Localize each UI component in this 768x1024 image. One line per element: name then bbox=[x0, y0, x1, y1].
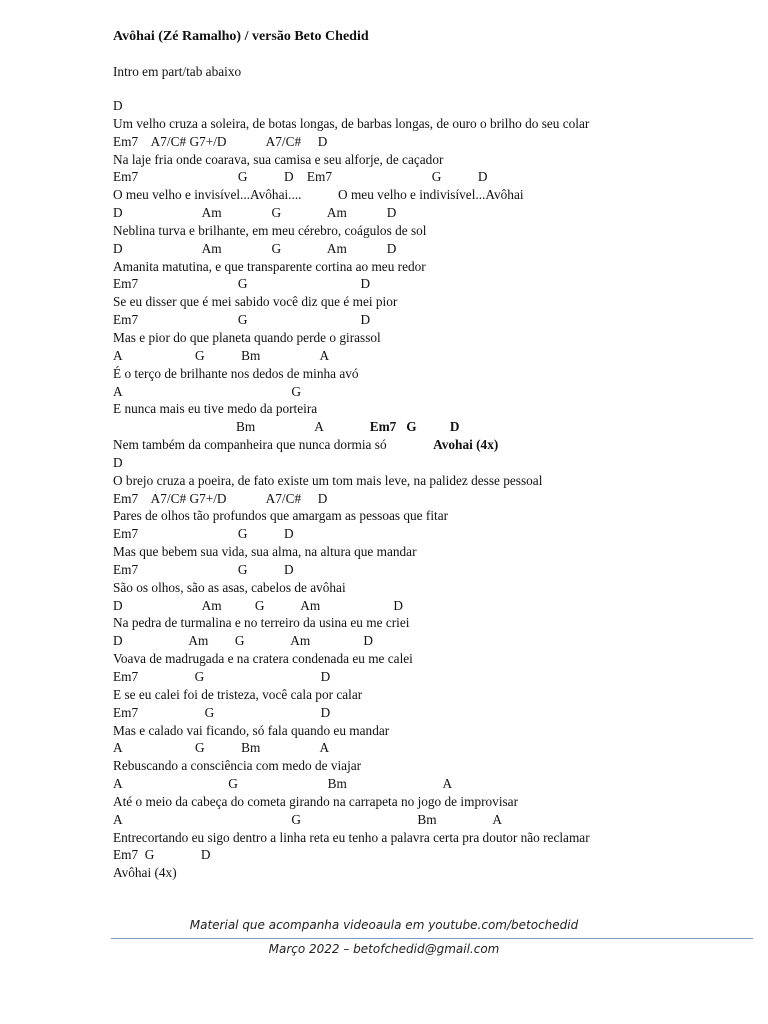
chord-text: A G Bm A bbox=[113, 776, 453, 792]
chord-text: A G bbox=[113, 383, 302, 399]
chord-text: Em7 A7/C# G7+/D A7/C# D bbox=[113, 490, 328, 506]
chord-line bbox=[113, 704, 733, 722]
lyric-line bbox=[113, 151, 733, 169]
lyric-text: É o terço de brilhante nos dedos de minha avó bbox=[113, 365, 359, 381]
lyric-line bbox=[113, 436, 733, 454]
lyric-text: Neblina turva e brilhante, em meu cérebro, coágulos de sol bbox=[113, 222, 427, 238]
lyric-line bbox=[113, 793, 733, 811]
lyric-line bbox=[113, 258, 733, 276]
lyric-line bbox=[113, 365, 733, 383]
chord-text: Em7 G D bbox=[113, 526, 294, 542]
footer-video-note: Material que acompanha videoaula em youtube.com/betochedid bbox=[189, 918, 579, 932]
chord-text: D bbox=[113, 454, 123, 470]
chord-line bbox=[113, 133, 733, 151]
chord-line bbox=[113, 632, 733, 650]
chord-text: Em7 G D Em7 G D bbox=[113, 169, 488, 185]
chord-line bbox=[113, 383, 733, 401]
chord-text: Em7 G D bbox=[113, 847, 211, 863]
chord-text: D Am G Am D bbox=[113, 205, 397, 221]
lyric-text: E se eu calei foi de tristeza, você cala por calar bbox=[113, 686, 363, 702]
lyric-text: Nem também da companheira que nunca dormia só bbox=[113, 437, 434, 453]
lyric-text: Pares de olhos tão profundos que amargam as pessoas que fitar bbox=[113, 508, 449, 524]
chord-text: Bm A bbox=[113, 419, 370, 435]
lyric-line bbox=[113, 829, 733, 847]
lyric-text: Na laje fria onde coarava, sua camisa e seu alforje, de caçador bbox=[113, 151, 444, 167]
chord-text: Em7 G D bbox=[113, 669, 331, 684]
lyric-text: Voava de madrugada e na cratera condenada eu me calei bbox=[113, 651, 413, 667]
lyric-line bbox=[113, 650, 733, 668]
chord-text: Em7 G D bbox=[113, 312, 371, 328]
chord-line bbox=[113, 525, 733, 543]
chord-line bbox=[113, 311, 733, 329]
chord-line bbox=[113, 668, 733, 686]
lyric-text: Mas e pior do que planeta quando perde o girassol bbox=[113, 329, 381, 345]
chord-line bbox=[113, 561, 733, 579]
chord-line bbox=[113, 846, 733, 864]
chord-text: Em7 G D bbox=[113, 704, 331, 720]
lyric-line bbox=[113, 507, 733, 525]
lyric-line bbox=[113, 579, 733, 597]
lyric-line bbox=[113, 186, 733, 204]
bold-chord-text: Em7 G D bbox=[369, 419, 460, 435]
lyric-text: Avôhai (4x) bbox=[113, 865, 177, 881]
lyric-line bbox=[113, 472, 733, 490]
chord-line bbox=[113, 597, 733, 615]
chord-text: D bbox=[113, 98, 123, 113]
chord-text: D Am G Am D bbox=[113, 633, 374, 649]
chord-line bbox=[113, 240, 733, 258]
lyric-text: Amanita matutina, e que transparente cortina ao meu redor bbox=[113, 258, 426, 274]
lyric-line bbox=[113, 722, 733, 740]
lyric-line bbox=[113, 293, 733, 311]
chord-line bbox=[113, 347, 733, 365]
lyric-line bbox=[113, 400, 733, 418]
lyric-text: Mas que bebem sua vida, sua alma, na altura que mandar bbox=[113, 544, 417, 560]
lyric-text: Rebuscando a consciência com medo de viajar bbox=[113, 758, 362, 774]
chord-line bbox=[113, 454, 733, 472]
lyric-text: Até o meio da cabeça do cometa girando na carrapeta no jogo de improvisar bbox=[113, 793, 519, 809]
chord-text: Em7 G D bbox=[113, 276, 371, 292]
bold-lyric-text: Avohai (4x) bbox=[433, 437, 499, 453]
chord-line bbox=[113, 204, 733, 222]
chord-text: D Am G Am D bbox=[113, 240, 397, 256]
chord-text: A G Bm A bbox=[113, 811, 502, 827]
chord-line bbox=[113, 418, 733, 436]
lyric-text: Se eu disser que é mei sabido você diz que é mei pior bbox=[113, 294, 398, 310]
chord-line bbox=[113, 490, 733, 508]
lyric-line bbox=[113, 222, 733, 240]
chord-text: A G Bm A bbox=[113, 740, 330, 756]
lyric-text: Na pedra de turmalina e no terreiro da usina eu me criei bbox=[113, 615, 410, 631]
lyric-text: São os olhos, são as asas, cabelos de avôhai bbox=[113, 579, 346, 595]
lyric-line bbox=[113, 757, 733, 775]
lyric-line bbox=[113, 864, 733, 882]
chord-line bbox=[113, 739, 733, 757]
lyric-text: O brejo cruza a poeira, de fato existe um tom mais leve, na palidez desse pessoal bbox=[113, 472, 543, 488]
footer-contact: Março 2022 – betofchedid@gmail.com bbox=[268, 942, 500, 956]
intro-note: Intro em part/tab abaixo bbox=[113, 64, 242, 79]
chord-text: Em7 A7/C# G7+/D A7/C# D bbox=[113, 133, 328, 149]
chord-line bbox=[113, 811, 733, 829]
chord-text: D Am G Am D bbox=[113, 597, 403, 613]
lyric-text: Entrecortando eu sigo dentro a linha reta eu tenho a palavra certa pra doutor não reclamar bbox=[113, 829, 590, 845]
lyric-line bbox=[113, 329, 733, 347]
chord-text: Em7 G D bbox=[113, 561, 294, 577]
chord-text: A G Bm A bbox=[113, 347, 330, 363]
chord-sheet bbox=[113, 97, 733, 882]
lyric-line bbox=[113, 543, 733, 561]
lyric-line bbox=[113, 686, 733, 704]
lyric-text: Um velho cruza a soleira, de botas longas, de barbas longas, de ouro o brilho do seu colar bbox=[113, 115, 590, 131]
lyric-text: E nunca mais eu tive medo da porteira bbox=[113, 401, 318, 417]
song-title: Avôhai (Zé Ramalho) / versão Beto Chedid bbox=[113, 29, 369, 44]
lyric-line bbox=[113, 614, 733, 632]
chord-line bbox=[113, 775, 733, 793]
chord-line bbox=[113, 97, 733, 115]
lyric-text: O meu velho e invisível...Avôhai.... O meu velho e indivisível...Avôhai bbox=[113, 187, 524, 203]
lyric-text: Mas e calado vai ficando, só fala quando eu mandar bbox=[113, 722, 390, 738]
footer-divider bbox=[111, 938, 753, 939]
chord-line bbox=[113, 168, 733, 186]
chord-line bbox=[113, 275, 733, 293]
lyric-line bbox=[113, 115, 733, 133]
